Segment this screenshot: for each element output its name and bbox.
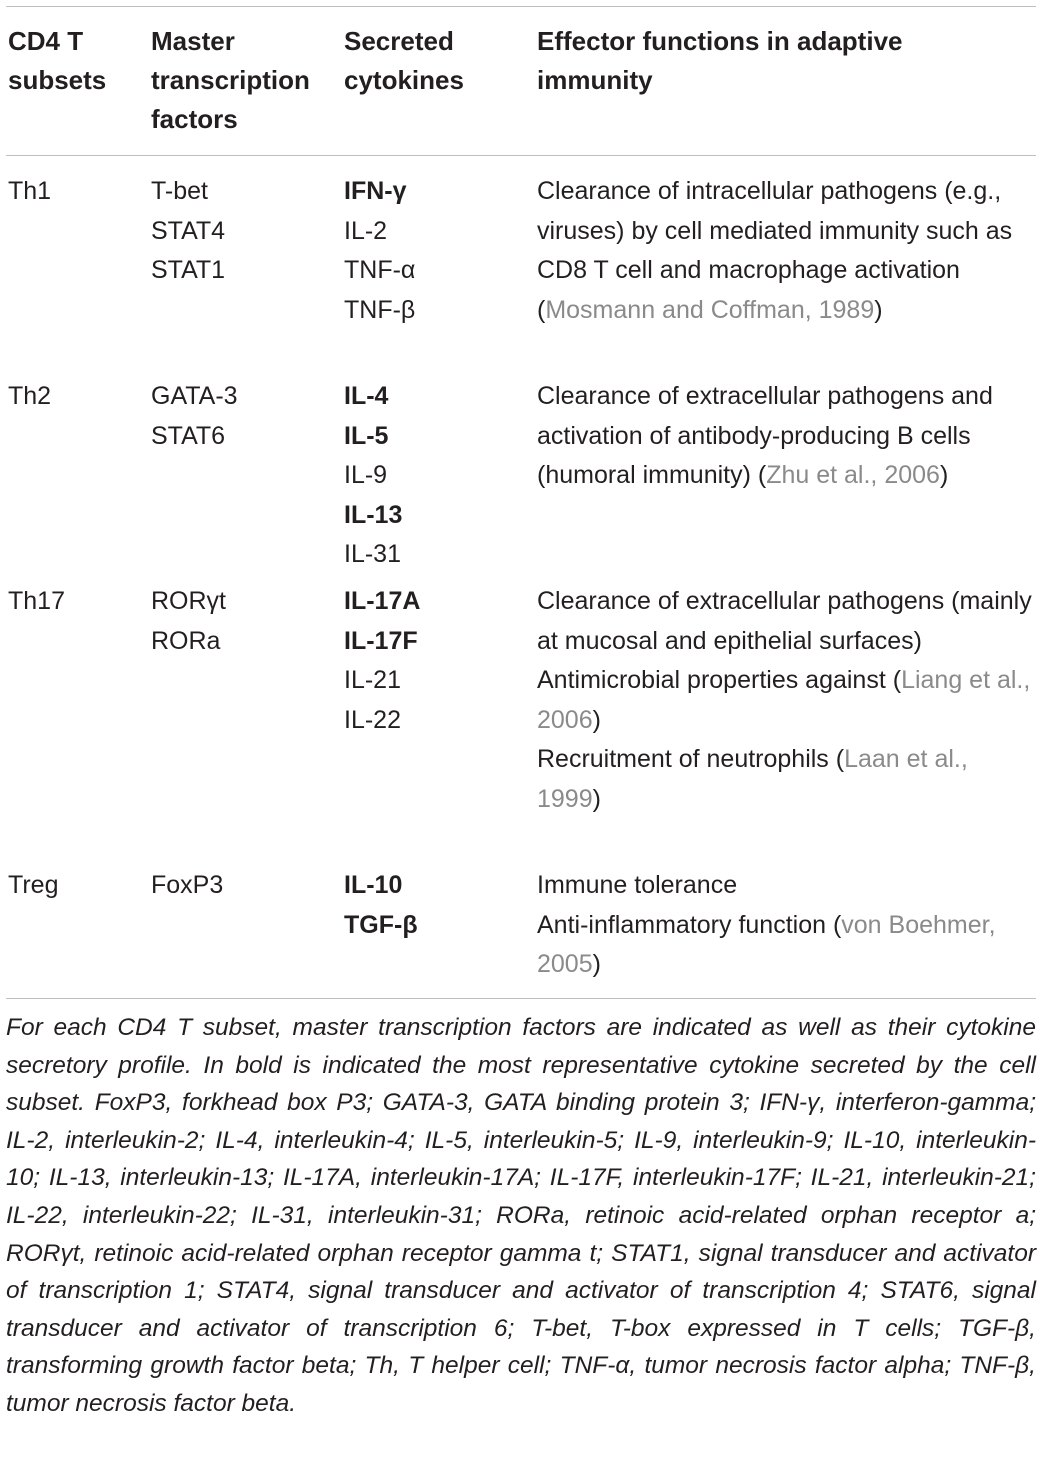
subset-cell	[8, 172, 51, 212]
cytokine: IL-9	[344, 461, 388, 489]
header-line: Effector functions in adaptive	[537, 26, 903, 56]
transcription-factor: RORγt	[151, 587, 226, 615]
effector-function	[537, 172, 1037, 330]
effector-function	[537, 377, 1037, 496]
citation-link[interactable]: Liang et al., 2006	[537, 666, 1031, 734]
effector-text: Anti-inflammatory function (	[537, 910, 842, 939]
header-line: subsets	[8, 65, 107, 95]
header-line: factors	[151, 104, 238, 134]
closing-paren: )	[874, 295, 883, 324]
effector-function	[537, 661, 1037, 740]
transcription-factor-cell	[151, 866, 223, 906]
header-master-transcription-factors	[151, 22, 310, 139]
top-rule	[6, 6, 1036, 7]
effector-function	[537, 582, 1037, 661]
cytokine: IL-10	[344, 871, 403, 899]
transcription-factor: GATA-3	[151, 382, 238, 410]
transcription-factor: RORa	[151, 626, 221, 655]
effector-function	[537, 866, 1037, 906]
subset-name: Th2	[8, 382, 52, 410]
effector-text: Immune tolerance	[537, 871, 738, 899]
effector-function-cell	[537, 582, 1037, 819]
bottom-rule	[6, 998, 1036, 999]
cytokine-cell	[344, 866, 418, 945]
cytokine-cell	[344, 172, 415, 330]
closing-paren: )	[592, 950, 601, 978]
transcription-factor-cell	[151, 377, 238, 456]
transcription-factor: STAT4	[151, 216, 226, 245]
header-line: CD4 T	[8, 26, 84, 56]
subset-name: Th17	[8, 587, 65, 615]
transcription-factor-cell	[151, 582, 226, 661]
citation-link[interactable]: Laan et al., 1999	[537, 745, 968, 813]
header-cd4-subsets	[8, 22, 106, 100]
subset-cell	[8, 377, 51, 417]
subset-cell	[8, 582, 65, 622]
cytokine: TGF-β	[344, 910, 418, 939]
cytokine: IL-4	[344, 382, 389, 410]
header-secreted-cytokines	[344, 22, 464, 100]
effector-text: Clearance of intracellular pathogens (e.g., viruses) by cell mediated immunity such as CD8 T cell and macrophage activation (	[537, 177, 1013, 324]
effector-function	[537, 740, 1037, 819]
header-line: cytokines	[344, 65, 464, 95]
effector-function	[537, 906, 1037, 985]
transcription-factor: STAT1	[151, 256, 226, 284]
cytokine: IL-13	[344, 500, 403, 529]
effector-text: Clearance of extracellular pathogens (mainly at mucosal and epithelial surfaces)	[537, 587, 1032, 655]
cytokine: IL-17F	[344, 626, 418, 655]
effector-text: Recruitment of neutrophils (	[537, 745, 845, 773]
transcription-factor: STAT6	[151, 421, 226, 450]
citation-link[interactable]: Mosmann and Coffman, 1989	[545, 295, 875, 324]
transcription-factor-cell	[151, 172, 225, 291]
cytokine: IL-31	[344, 540, 401, 568]
cytokine: TNF-α	[344, 256, 416, 284]
effector-text: Antimicrobial properties against (	[537, 666, 902, 694]
header-rule	[6, 155, 1036, 156]
effector-function-cell	[537, 172, 1037, 330]
header-line: Secreted	[344, 26, 454, 56]
subset-name: Th1	[8, 177, 52, 205]
cytokine-cell	[344, 377, 402, 575]
subset-cell	[8, 866, 58, 906]
closing-paren: )	[939, 461, 949, 489]
header-effector-functions	[537, 22, 903, 100]
citation-link[interactable]: Zhu et al., 2006	[766, 461, 940, 489]
cytokine: IL-2	[344, 216, 388, 245]
effector-function-cell	[537, 866, 1037, 985]
table-caption: For each CD4 T subset, master transcription factors are indicated as well as their cytokine secretory profile. In bold is indicated the most representative cytokine secreted by the cell subset. FoxP3, forkhead box P3; GATA-3, GATA binding protein 3; IFN-γ, interferon-gamma; IL-2, interleukin-2; IL-4, interleukin-4; IL-5, interleukin-5; IL-9, interleukin-9; IL-10, interleukin-10; IL-13, interleukin-13; IL-17A, interleukin-17A; IL-17F, interleukin-17F; IL-21, interleukin-21; IL-22, interleukin-22; IL-31, interleukin-31; RORa, retinoic acid-related orphan receptor a; RORγt, retinoic acid-related orphan receptor gamma t; STAT1, signal transducer and activator of transcription 1; STAT4, signal transducer and activator of transcription 4; STAT6, signal transducer and activator of transcription 6; T-bet, T-box expressed in T cells; TGF-β, transforming growth factor beta; Th, T helper cell; TNF-α, tumor necrosis factor alpha; TNF-β, tumor necrosis factor beta.	[6, 1014, 1036, 1417]
cytokine: IL-17A	[344, 587, 421, 615]
cytokine: IL-21	[344, 666, 401, 694]
transcription-factor: T-bet	[151, 177, 208, 205]
transcription-factor: FoxP3	[151, 871, 224, 899]
header-line: transcription	[151, 65, 310, 95]
cytokine: IFN-γ	[344, 177, 407, 205]
cytokine: IL-5	[344, 421, 389, 450]
cytokine-cell	[344, 582, 420, 740]
closing-paren: )	[592, 784, 601, 813]
subset-name: Treg	[8, 871, 59, 899]
header-line: Master	[151, 26, 235, 56]
cytokine: TNF-β	[344, 295, 416, 324]
effector-function-cell	[537, 377, 1037, 496]
header-line: immunity	[537, 65, 653, 95]
closing-paren: )	[592, 705, 601, 734]
effector-text: Clearance of extracellular pathogens and activation of antibody-producing B cells (humoral immunity) (	[537, 382, 993, 489]
cytokine: IL-22	[344, 705, 401, 734]
citation-link[interactable]: von Boehmer, 2005	[537, 910, 996, 978]
